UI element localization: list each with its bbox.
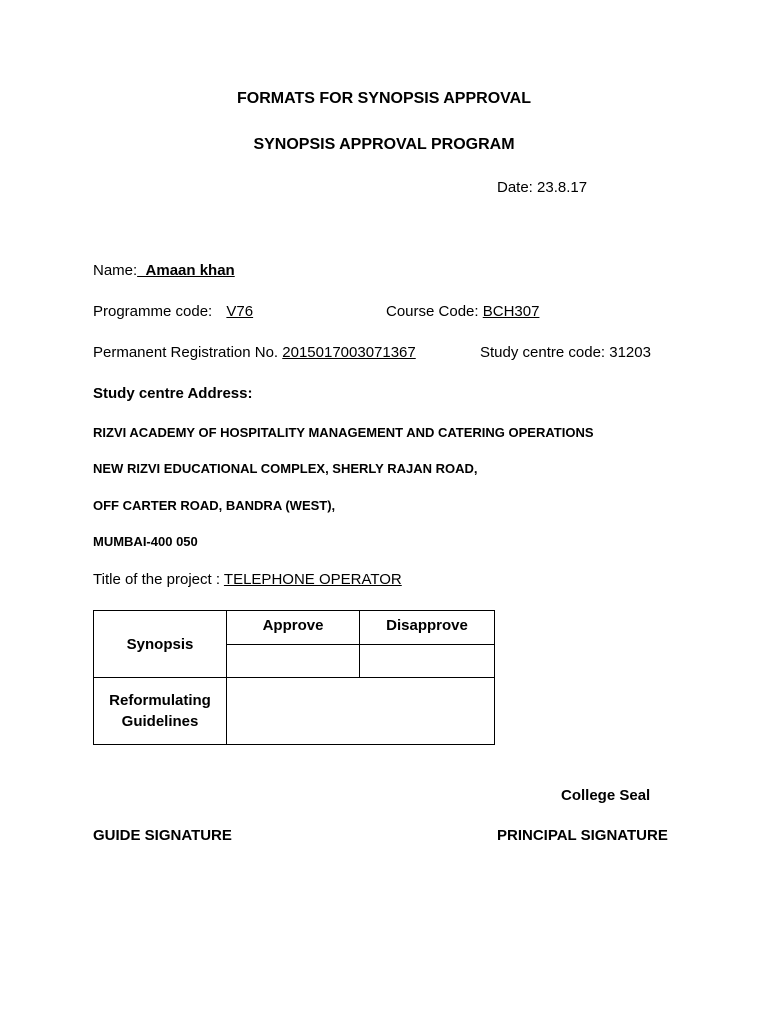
- date-label: Date:: [497, 179, 533, 196]
- disapprove-header-cell: [360, 611, 495, 645]
- synopsis-label: Synopsis: [126, 635, 194, 653]
- name-label: Name:: [93, 262, 138, 279]
- reformulating-label-line2: Guidelines: [121, 713, 199, 730]
- registration-line: [93, 344, 416, 361]
- address-line-1: RIZVI ACADEMY OF HOSPITALITY MANAGEMENT AND CATERING OPERATIONS: [93, 425, 594, 440]
- reformulating-guidelines-cell: [227, 678, 495, 745]
- registration-label: Permanent Registration No.: [93, 344, 279, 361]
- reformulating-row: [94, 678, 495, 745]
- approve-header: Approve: [262, 617, 324, 634]
- approval-table: [93, 610, 495, 745]
- synopsis-cell: [94, 611, 227, 678]
- name-line: [93, 262, 235, 279]
- project-title-line: [93, 571, 402, 588]
- course-code-value: BCH307: [482, 303, 540, 320]
- project-title-value: TELEPHONE OPERATOR: [223, 571, 402, 588]
- project-title-label: Title of the project :: [93, 571, 221, 588]
- address-label: Study centre Address:: [93, 385, 253, 402]
- approve-header-cell: [227, 611, 360, 645]
- study-centre-code-value: 31203: [609, 344, 651, 361]
- approval-header-row: [94, 611, 495, 645]
- disapprove-mark-cell: [360, 645, 495, 678]
- reformulating-label-cell: [94, 678, 227, 745]
- disapprove-header: Disapprove: [386, 617, 468, 634]
- address-line-4: MUMBAI-400 050: [93, 534, 198, 549]
- registration-value: 2015017003071367: [282, 344, 416, 361]
- guide-signature-label: GUIDE SIGNATURE: [93, 827, 232, 844]
- course-code-line: [386, 303, 539, 320]
- page-title: FORMATS FOR SYNOPSIS APPROVAL: [237, 90, 531, 107]
- study-centre-code-line: [480, 344, 651, 361]
- programme-code-label: Programme code:: [93, 303, 213, 320]
- college-seal-label: College Seal: [561, 787, 651, 804]
- programme-code-line: [93, 303, 253, 320]
- address-line-3: OFF CARTER ROAD, BANDRA (WEST),: [93, 498, 336, 513]
- programme-code-value: V76: [226, 303, 254, 320]
- date-line: [497, 179, 587, 196]
- course-code-label: Course Code:: [386, 303, 479, 320]
- reformulating-label-line1: Reformulating: [109, 692, 211, 709]
- name-value: _Amaan khan: [137, 262, 235, 279]
- page-subtitle: SYNOPSIS APPROVAL PROGRAM: [253, 136, 515, 153]
- address-line-2: NEW RIZVI EDUCATIONAL COMPLEX, SHERLY RAJAN ROAD,: [93, 461, 478, 476]
- date-value: 23.8.17: [537, 179, 588, 196]
- study-centre-code-label: Study centre code:: [480, 344, 606, 361]
- principal-signature-label: PRINCIPAL SIGNATURE: [497, 827, 668, 844]
- approve-mark-cell: [227, 645, 360, 678]
